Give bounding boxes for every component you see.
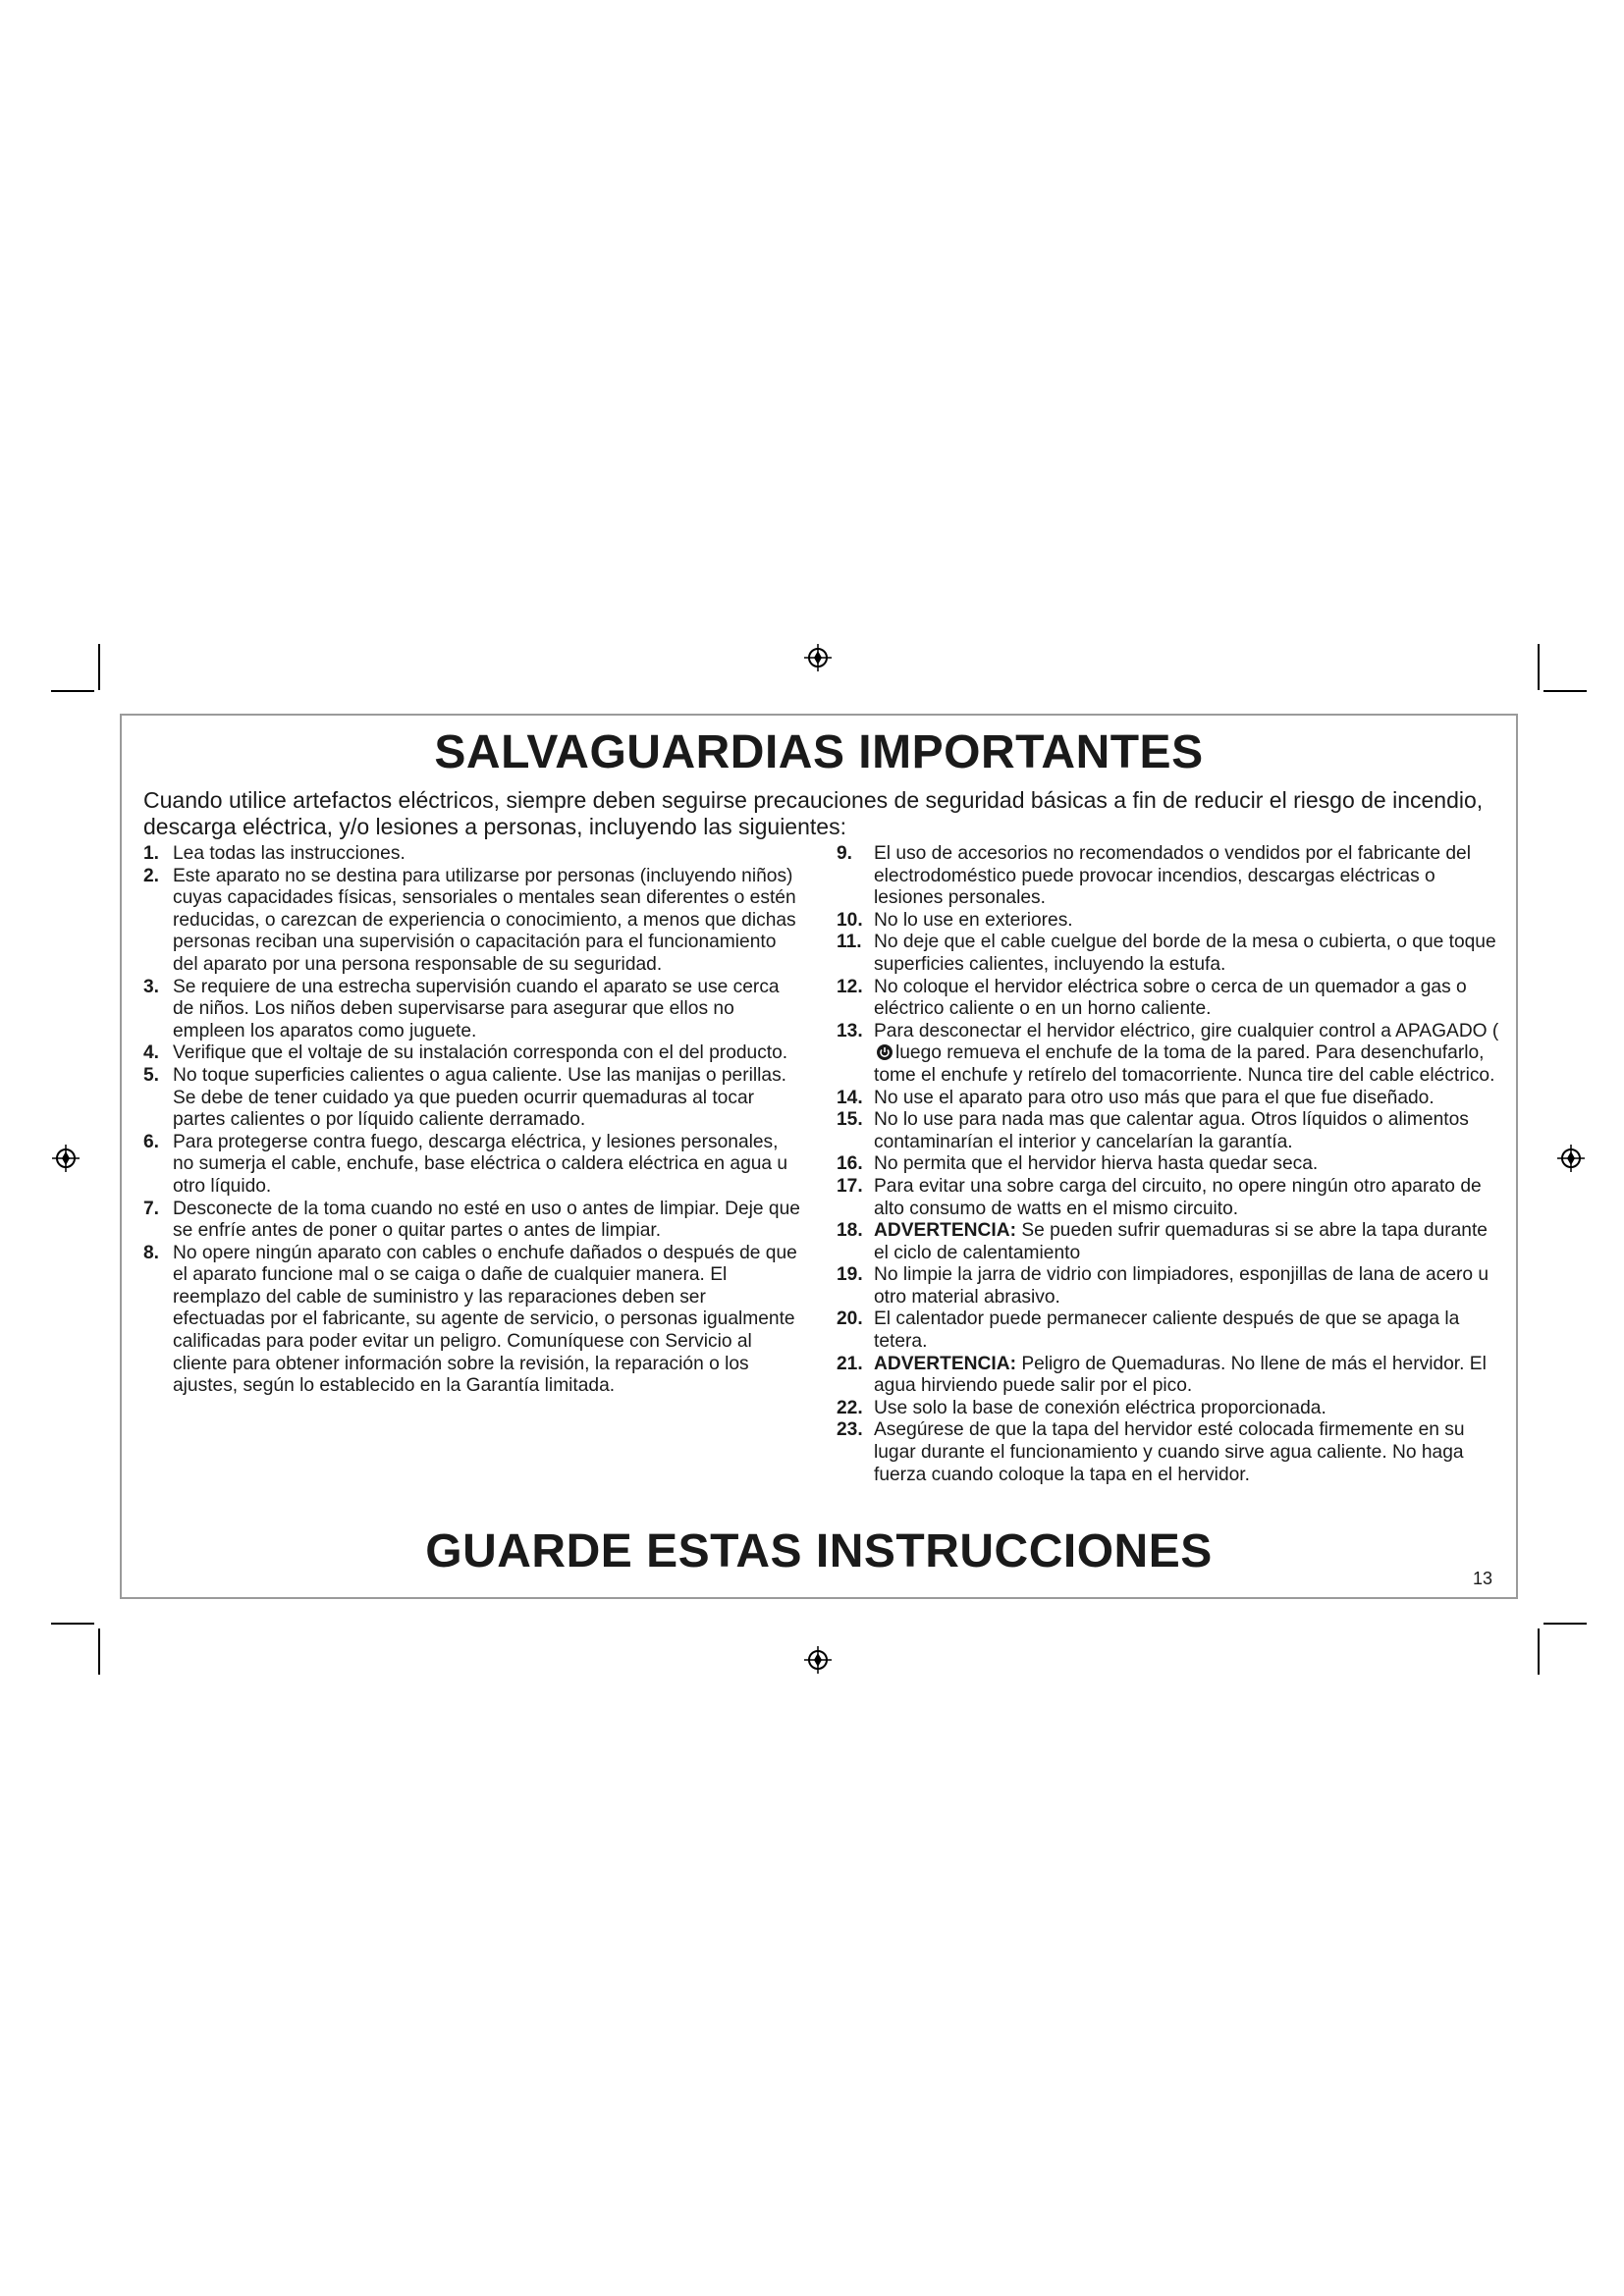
page-title: SALVAGUARDIAS IMPORTANTES bbox=[434, 726, 1204, 778]
crop-mark bbox=[51, 690, 94, 692]
item-text: Asegúrese de que la tapa del hervidor esté colocada firmemente en su lugar durante el funcionamiento y cuando sirve agua caliente. No haga fuerza cuando coloque la tapa en el hervidor. bbox=[874, 1419, 1465, 1485]
item-text: Verifique que el voltaje de su instalación corresponda con el del producto. bbox=[173, 1042, 788, 1064]
item-text: Para evitar una sobre carga del circuito, no opere ningún otro aparato de alto consumo de watts en el mismo circuito. bbox=[874, 1175, 1482, 1219]
item-number: 8. bbox=[143, 1242, 160, 1263]
left-column bbox=[143, 843, 803, 1398]
list-item bbox=[143, 866, 803, 977]
list-item bbox=[837, 910, 1504, 933]
item-text-part: Para desconectar el hervidor eléctrico, gire cualquier control a APAGADO ( bbox=[874, 1020, 1499, 1041]
crop-mark bbox=[1538, 1629, 1540, 1675]
registration-mark-icon bbox=[51, 1144, 81, 1173]
list-item bbox=[837, 1264, 1504, 1308]
item-text: No deje que el cable cuelgue del borde de la mesa o cubierta, o que toque superficies calientes, incluyendo la estufa. bbox=[874, 932, 1496, 975]
registration-mark-icon bbox=[803, 643, 833, 672]
list-item bbox=[837, 1176, 1504, 1220]
item-number: 11. bbox=[837, 932, 862, 953]
item-text-part: Se pueden sufrir quemaduras si se abre la tapa durante el ciclo de calentamiento bbox=[874, 1220, 1488, 1263]
list-item bbox=[837, 1398, 1504, 1420]
item-number: 15. bbox=[837, 1109, 863, 1131]
item-text bbox=[874, 1021, 1504, 1088]
item-number: 1. bbox=[143, 843, 160, 864]
item-text-part: Peligro de Quemaduras. No llene de más el hervidor. El agua hirviendo puede salir por el pico. bbox=[874, 1353, 1487, 1397]
item-number: 3. bbox=[143, 976, 160, 997]
list-item bbox=[837, 1153, 1504, 1176]
list-item bbox=[143, 843, 803, 866]
item-number: 21. bbox=[837, 1353, 863, 1374]
item-text: No lo use en exteriores. bbox=[874, 909, 1073, 931]
item-text: Se requiere de una estrecha supervisión cuando el aparato se use cerca de niños. Los niños deben supervisarse para asegurar que ellos no empleen los aparatos como juguete. bbox=[173, 976, 780, 1041]
item-number: 22. bbox=[837, 1397, 863, 1418]
item-number: 17. bbox=[837, 1175, 863, 1197]
list-item bbox=[837, 1308, 1504, 1353]
crop-mark bbox=[1543, 690, 1587, 692]
item-number: 4. bbox=[143, 1042, 160, 1064]
warning-label: ADVERTENCIA: bbox=[874, 1220, 1016, 1242]
item-text-part: luego remueva el enchufe de la toma de la pared. Para desenchufarlo, tome el enchufe y retírelo del tomacorriente. Nunca tire del cable eléctrico. bbox=[874, 1042, 1495, 1086]
item-number: 23. bbox=[837, 1419, 863, 1441]
list-item bbox=[837, 843, 1504, 910]
item-number: 6. bbox=[143, 1131, 160, 1152]
item-number: 14. bbox=[837, 1087, 863, 1108]
item-text bbox=[874, 1354, 1504, 1398]
item-text: Para protegerse contra fuego, descarga eléctrica, y lesiones personales, no sumerja el cable, enchufe, base eléctrica o caldera eléctrica en agua u otro líquido. bbox=[173, 1131, 788, 1197]
item-text: No coloque el hervidor eléctrica sobre o cerca de un quemador a gas o eléctrico caliente o en un horno caliente. bbox=[874, 976, 1467, 1020]
list-item bbox=[837, 1419, 1504, 1486]
list-item bbox=[837, 1109, 1504, 1153]
list-item bbox=[143, 1132, 803, 1199]
registration-mark-icon bbox=[803, 1645, 833, 1675]
list-item bbox=[143, 977, 803, 1043]
list-item bbox=[143, 1042, 803, 1065]
crop-mark bbox=[98, 1629, 100, 1675]
item-number: 5. bbox=[143, 1064, 160, 1086]
list-item bbox=[837, 1354, 1504, 1398]
item-number: 18. bbox=[837, 1220, 863, 1242]
list-item bbox=[837, 977, 1504, 1021]
item-text: Lea todas las instrucciones. bbox=[173, 843, 406, 864]
crop-mark bbox=[1543, 1623, 1587, 1625]
safeguards-panel bbox=[120, 714, 1518, 1599]
right-column bbox=[837, 843, 1504, 1486]
item-number: 20. bbox=[837, 1308, 863, 1330]
item-number: 7. bbox=[143, 1198, 160, 1219]
list-item bbox=[143, 1243, 803, 1398]
warning-label: ADVERTENCIA: bbox=[874, 1353, 1016, 1374]
page-number: 13 bbox=[1472, 1569, 1492, 1588]
item-text: Desconecte de la toma cuando no esté en uso o antes de limpiar. Deje que se enfríe antes de poner o quitar partes o antes de limpiar. bbox=[173, 1198, 800, 1242]
item-text: Este aparato no se destina para utilizarse por personas (incluyendo niños) cuyas capacidades físicas, sensoriales o mentales sean diferentes o estén reducidas, o carezcan de experiencia o conocimiento, a menos que dichas personas reciban una supervisión o capacitación para el funcionamiento del aparato por una persona responsable de su seguridad. bbox=[173, 865, 796, 975]
closing-heading: GUARDE ESTAS INSTRUCCIONES bbox=[425, 1525, 1213, 1577]
list-item bbox=[143, 1065, 803, 1132]
item-text: Use solo la base de conexión eléctrica proporcionada. bbox=[874, 1397, 1326, 1418]
item-text: El uso de accesorios no recomendados o vendidos por el fabricante del electrodoméstico puede provocar incendios, descargas eléctricas o lesiones personales. bbox=[874, 843, 1471, 909]
list-item bbox=[143, 1199, 803, 1243]
item-text: No toque superficies calientes o agua caliente. Use las manijas o perillas. Se debe de tener cuidado ya que pueden ocurrir quemaduras al tocar partes calientes o por líquido caliente derramado. bbox=[173, 1064, 786, 1131]
intro-paragraph: Cuando utilice artefactos eléctricos, siempre deben seguirse precauciones de seguridad básicas a fin de reducir el riesgo de incendio, descarga eléctrica, y/o lesiones a personas, incluyendo las siguientes: bbox=[143, 787, 1484, 839]
list-item bbox=[837, 1021, 1504, 1088]
item-number: 9. bbox=[837, 843, 853, 864]
item-text: No lo use para nada mas que calentar agua. Otros líquidos o alimentos contaminarían el interior y cancelarían la garantía. bbox=[874, 1109, 1469, 1152]
item-number: 13. bbox=[837, 1020, 863, 1041]
item-number: 12. bbox=[837, 976, 863, 997]
power-symbol-icon bbox=[876, 1043, 893, 1061]
crop-mark bbox=[98, 644, 100, 690]
list-item bbox=[837, 1088, 1504, 1110]
crop-mark bbox=[1538, 644, 1540, 690]
item-text: El calentador puede permanecer caliente después de que se apaga la tetera. bbox=[874, 1308, 1460, 1353]
item-text: No limpie la jarra de vidrio con limpiadores, esponjillas de lana de acero u otro material abrasivo. bbox=[874, 1264, 1489, 1308]
item-text: No opere ningún aparato con cables o enchufe dañados o después de que el aparato funcione mal o se caiga o dañe de cualquier manera. El reemplazo del cable de suministro y las reparaciones deben ser efectuadas por el fabricante, su agente de servicio, o personas igualmente calificadas para poder evitar un peligro. Comuníquese con Servicio al cliente para obtener información sobre la revisión, la reparación o los ajustes, según lo establecido en la Garantía limitada. bbox=[173, 1242, 797, 1397]
list-item bbox=[837, 1220, 1504, 1264]
item-number: 16. bbox=[837, 1153, 863, 1175]
registration-mark-icon bbox=[1556, 1144, 1586, 1173]
list-item bbox=[837, 932, 1504, 976]
item-number: 19. bbox=[837, 1264, 863, 1286]
item-text: No use el aparato para otro uso más que para el que fue diseñado. bbox=[874, 1087, 1435, 1108]
item-text bbox=[874, 1220, 1504, 1264]
item-number: 10. bbox=[837, 909, 863, 931]
crop-mark bbox=[51, 1623, 94, 1625]
item-text: No permita que el hervidor hierva hasta quedar seca. bbox=[874, 1153, 1319, 1175]
item-number: 2. bbox=[143, 865, 160, 886]
